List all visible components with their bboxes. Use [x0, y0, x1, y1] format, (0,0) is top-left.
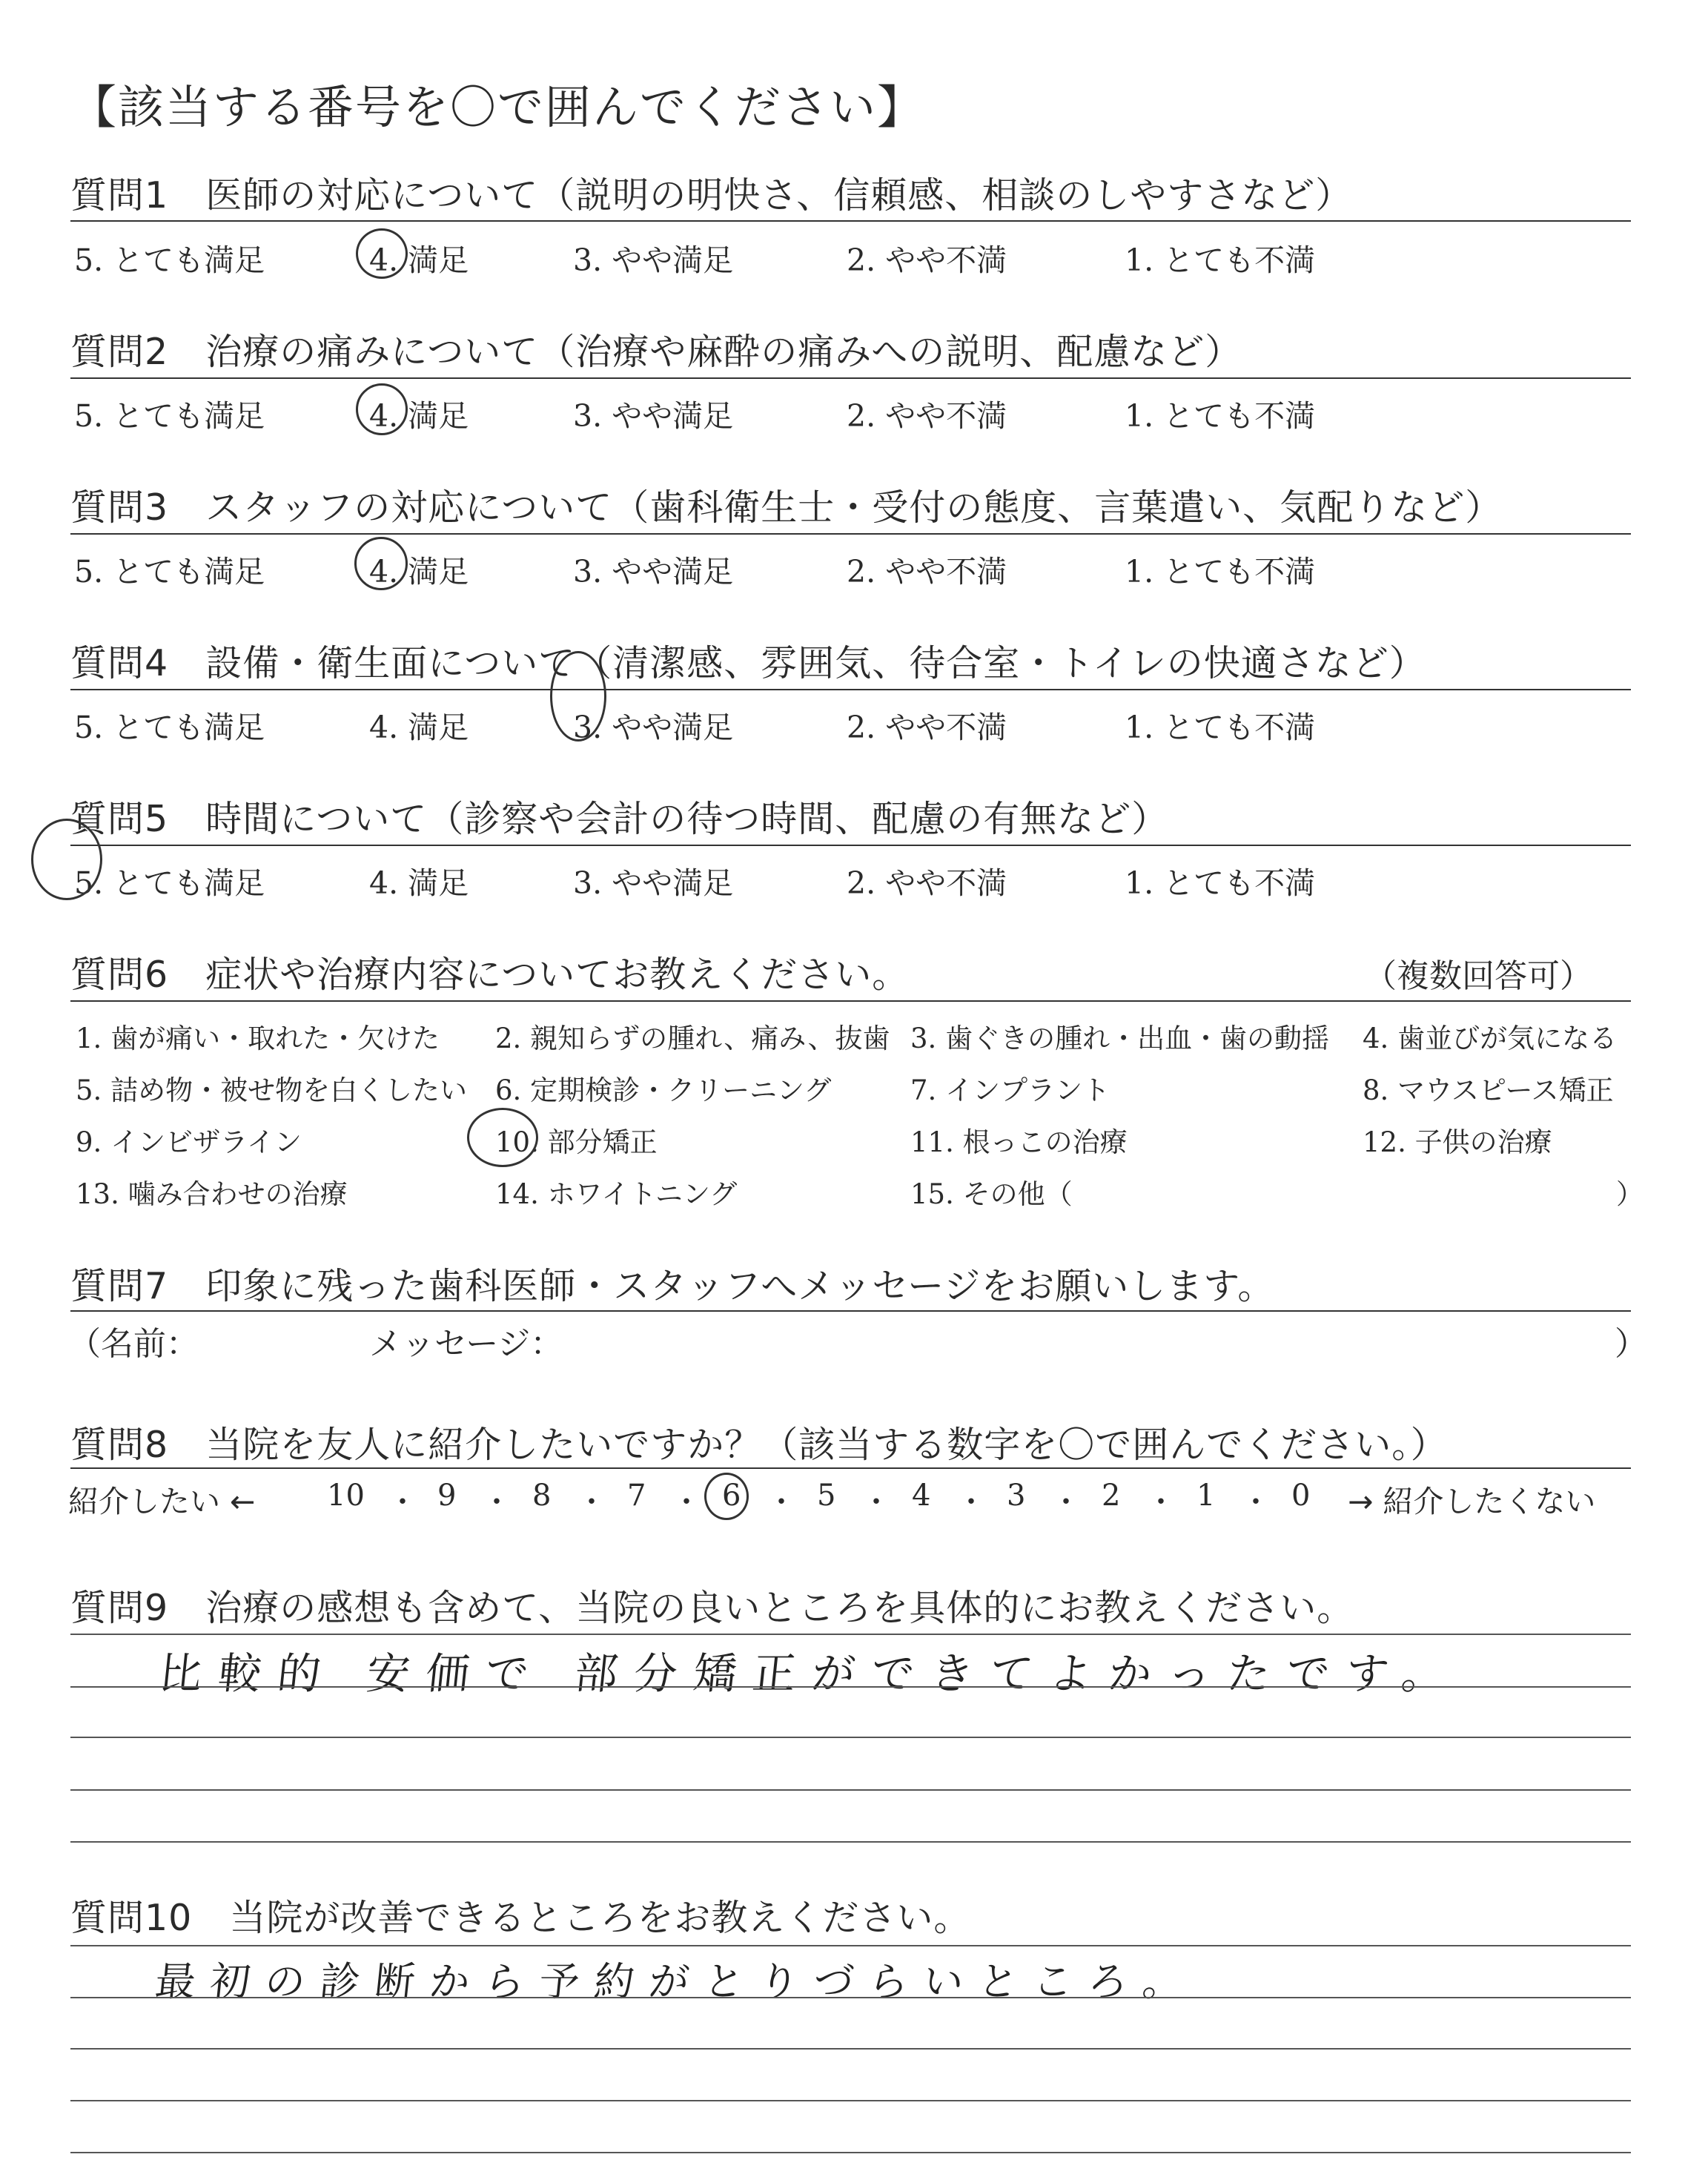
page-title: 【該当する番号を〇で囲んでください】: [70, 80, 925, 134]
recommend-left-label: 紹介したい ←: [68, 1484, 256, 1519]
scale-8[interactable]: 8: [532, 1479, 552, 1513]
question-text: 治療の感想も含めて、当院の良いところを具体的にお教えください。: [205, 1587, 1354, 1629]
q4-option-1[interactable]: 1. とても不満: [1125, 710, 1316, 745]
scale-7[interactable]: 7: [627, 1479, 646, 1513]
q5-selection-circle: [31, 819, 102, 900]
symptom-option-15[interactable]: 15. その他（: [910, 1178, 1073, 1210]
q5-option-4[interactable]: 4. 満足: [369, 865, 469, 901]
q6-selection-circle: [467, 1108, 538, 1167]
question-text: 症状や治療内容についてお教えください。: [205, 954, 910, 996]
symptom-option-7[interactable]: 7. インプラント: [910, 1074, 1110, 1106]
q5-option-5[interactable]: 5. とても満足: [74, 865, 265, 901]
q1-option-5[interactable]: 5. とても満足: [74, 242, 265, 278]
question-text: 治療の痛みについて（治療や麻酔の痛みへの説明、配慮など）: [205, 331, 1242, 373]
q1-option-2[interactable]: 2. やや不満: [847, 242, 1007, 278]
q5-option-2[interactable]: 2. やや不満: [847, 865, 1007, 901]
divider: [70, 220, 1631, 222]
q5-option-3[interactable]: 3. やや満足: [573, 865, 734, 901]
q4-option-4[interactable]: 4. 満足: [369, 710, 469, 745]
symptom-option-8[interactable]: 8. マウスピース矯正: [1363, 1074, 1614, 1106]
q3-option-5[interactable]: 5. とても満足: [74, 554, 265, 589]
symptom-option-4[interactable]: 4. 歯並びが気になる: [1363, 1023, 1618, 1054]
scale-9[interactable]: 9: [437, 1479, 457, 1513]
question-1-title: [70, 167, 1352, 219]
scale-separator: ・: [1051, 1485, 1081, 1519]
message-close-paren: ）: [1615, 1325, 1647, 1363]
question-text: 当院を友人に紹介したいですか？（該当する数字を〇で囲んでください。）: [205, 1424, 1448, 1466]
q4-option-5[interactable]: 5. とても満足: [74, 710, 265, 745]
symptom-option-1[interactable]: 1. 歯が痛い・取れた・欠けた: [76, 1023, 440, 1054]
scale-separator: ・: [956, 1485, 986, 1519]
q9-handwritten-answer: 比較的 安価で 部分矯正ができてよかったです。: [156, 1648, 1464, 1699]
question-label: 質問8: [70, 1424, 169, 1466]
scale-separator: ・: [672, 1485, 701, 1519]
message-field-label: メッセージ：: [369, 1325, 563, 1363]
symptom-option-15-close: ）: [1616, 1178, 1644, 1210]
q1-option-4[interactable]: 4. 満足: [369, 242, 469, 278]
q2-option-5[interactable]: 5. とても満足: [74, 398, 265, 434]
question-7-title: [70, 1258, 1274, 1309]
question-label: 質問3: [70, 486, 169, 529]
symptom-option-6[interactable]: 6. 定期検診・クリーニング: [495, 1074, 832, 1106]
divider: [70, 533, 1631, 535]
answer-line: [70, 1737, 1631, 1738]
answer-line: [70, 2048, 1631, 2050]
scale-6[interactable]: 6: [722, 1479, 741, 1513]
scale-separator: ・: [1146, 1485, 1176, 1519]
q4-option-3[interactable]: 3. やや満足: [573, 710, 734, 745]
scale-4[interactable]: 4: [912, 1479, 931, 1513]
question-9-title: [70, 1579, 1354, 1631]
divider: [70, 689, 1631, 690]
question-3-title: [70, 479, 1502, 531]
q2-selection-circle: [356, 383, 408, 435]
q1-selection-circle: [356, 228, 408, 279]
q2-option-4[interactable]: 4. 満足: [369, 398, 469, 434]
q2-option-2[interactable]: 2. やや不満: [847, 398, 1007, 434]
question-label: 質問7: [70, 1265, 169, 1307]
q3-option-2[interactable]: 2. やや不満: [847, 554, 1007, 589]
multiple-answers-note: （複数回答可）: [1364, 957, 1592, 995]
symptom-option-11[interactable]: 11. 根っこの治療: [910, 1126, 1128, 1158]
question-4-title: [70, 635, 1426, 687]
question-text: 印象に残った歯科医師・スタッフへメッセージをお願いします。: [205, 1265, 1275, 1307]
answer-line: [70, 1686, 1631, 1688]
question-text: 設備・衛生面について（清潔感、雰囲気、待合室・トイレの快適さなど）: [205, 642, 1426, 684]
question-label: 質問5: [70, 798, 169, 840]
question-label: 質問2: [70, 331, 169, 373]
question-text: 当院が改善できるところをお教えください。: [229, 1897, 971, 1939]
divider: [70, 1310, 1631, 1312]
scale-1[interactable]: 1: [1196, 1479, 1216, 1513]
answer-line: [70, 1997, 1631, 1998]
answer-line: [70, 1841, 1631, 1843]
q4-selection-circle: [550, 651, 606, 742]
q8-selection-circle: [704, 1473, 749, 1520]
divider: [70, 845, 1631, 846]
question-label: 質問9: [70, 1587, 169, 1629]
symptom-option-3[interactable]: 3. 歯ぐきの腫れ・出血・歯の動揺: [910, 1023, 1330, 1054]
question-label: 質問1: [70, 174, 169, 217]
q4-option-2[interactable]: 2. やや不満: [847, 710, 1007, 745]
scale-separator: ・: [767, 1485, 796, 1519]
scale-separator: ・: [861, 1485, 891, 1519]
question-label: 質問6: [70, 954, 169, 996]
question-label: 質問4: [70, 642, 169, 684]
scale-0[interactable]: 0: [1291, 1479, 1311, 1513]
answer-line: [70, 1945, 1631, 1946]
q1-option-1[interactable]: 1. とても不満: [1125, 242, 1316, 278]
q1-option-3[interactable]: 3. やや満足: [573, 242, 734, 278]
divider: [70, 1000, 1631, 1002]
question-text: スタッフの対応について（歯科衛生士・受付の態度、言葉遣い、気配りなど）: [205, 486, 1503, 529]
question-6-title: [70, 946, 909, 998]
question-5-title: [70, 790, 1168, 842]
scale-separator: ・: [482, 1485, 512, 1519]
question-2-title: [70, 323, 1242, 375]
question-10-title: [70, 1889, 970, 1941]
divider: [70, 377, 1631, 379]
q2-option-1[interactable]: 1. とても不満: [1125, 398, 1316, 434]
scale-2[interactable]: 2: [1102, 1479, 1121, 1513]
answer-line: [70, 1789, 1631, 1791]
question-text: 時間について（診察や会計の待つ時間、配慮の有無など）: [205, 798, 1169, 840]
question-8-title: [70, 1416, 1448, 1468]
scale-separator: ・: [1241, 1485, 1271, 1519]
scale-5[interactable]: 5: [817, 1479, 836, 1513]
scale-separator: ・: [388, 1485, 417, 1519]
q3-option-3[interactable]: 3. やや満足: [573, 554, 734, 589]
symptom-option-9[interactable]: 9. インビザライン: [76, 1126, 302, 1158]
answer-line: [70, 2100, 1631, 2101]
symptom-option-14[interactable]: 14. ホワイトニング: [495, 1178, 738, 1210]
q3-selection-circle: [354, 537, 408, 590]
scale-10[interactable]: 10: [327, 1479, 365, 1513]
answer-line: [70, 1634, 1631, 1635]
symptom-option-5[interactable]: 5. 詰め物・被せ物を白くしたい: [76, 1074, 468, 1106]
q10-handwritten-answer: 最初の診断から予約がとりづらいところ。: [153, 1958, 1200, 2005]
q2-option-3[interactable]: 3. やや満足: [573, 398, 734, 434]
answer-line: [70, 2152, 1631, 2153]
symptom-option-13[interactable]: 13. 噛み合わせの治療: [76, 1178, 348, 1210]
symptom-option-2[interactable]: 2. 親知らずの腫れ、痛み、抜歯: [495, 1023, 890, 1054]
name-field-label: （名前：: [68, 1325, 199, 1363]
question-label: 質問10: [70, 1897, 193, 1939]
question-text: 医師の対応について（説明の明快さ、信頼感、相談のしやすさなど）: [205, 174, 1353, 217]
symptom-option-10[interactable]: 10. 部分矯正: [495, 1126, 658, 1158]
q3-option-1[interactable]: 1. とても不満: [1125, 554, 1316, 589]
symptom-option-12[interactable]: 12. 子供の治療: [1363, 1126, 1552, 1158]
scale-3[interactable]: 3: [1007, 1479, 1026, 1513]
scale-separator: ・: [577, 1485, 606, 1519]
q3-option-4[interactable]: 4. 満足: [369, 554, 469, 589]
recommend-right-label: → 紹介したくない: [1348, 1484, 1596, 1519]
divider: [70, 1467, 1631, 1469]
q5-option-1[interactable]: 1. とても不満: [1125, 865, 1316, 901]
